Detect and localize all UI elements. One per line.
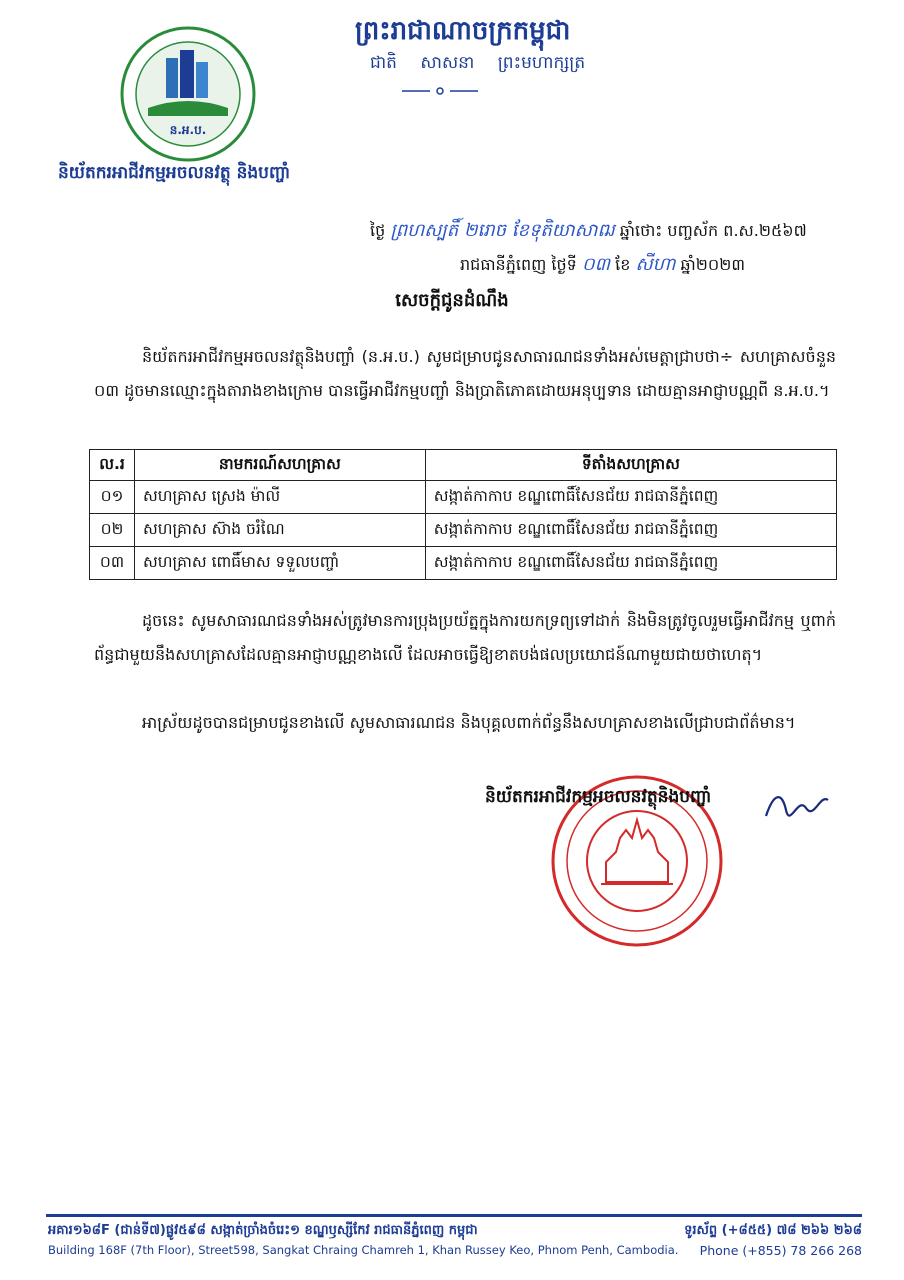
handwritten-day: ០៣ [581, 254, 611, 275]
closing-paragraph: អាស្រ័យដូចបានជម្រាបជូនខាងលើ សូមសាធារណជន និងបុគ្គលពាក់ព័ន្ធនឹងសហគ្រាសខាងលើជ្រាបជាព័ត៌មាន។ [142, 713, 796, 732]
signature-mark [762, 786, 832, 826]
table-row: ០៣ សហគ្រាស ពោធិ៍មាស ទទួលបញ្ចាំ សង្កាត់កាកាប ខណ្ឌពោធិ៍សែនជ័យ រាជធានីភ្នំពេញ [90, 547, 837, 580]
lunar-date: ថ្ងៃ ព្រហស្បតិ៍ ២រោច ខែទុតិយាសាឍ ឆ្នាំថោះ បញ្ចស័ក ព.ស.២៥៦៧ [370, 220, 807, 241]
col-header-number: ល.រ [90, 450, 135, 481]
gregorian-date: រាជធានីភ្នំពេញ ថ្ងៃទី ០៣ ខែ សីហា ឆ្នាំ២០២៣ [460, 254, 745, 275]
enterprise-table [89, 449, 837, 580]
signatory-org: និយ័តករអាជីវកម្មអចលនវត្ថុនិងបញ្ចាំ [485, 787, 712, 807]
footer-address-km: អគារ១៦៨F (ជាន់ទី៧)ផ្លូវ៥៩៨ សង្កាត់ច្រាំងចំរេះ១ ខណ្ឌឫស្សីកែវ រាជធានីភ្នំពេញ កម្ពុជា [48, 1223, 478, 1238]
kingdom-heading: ព្រះរាជាណាចក្រកម្ពុជា [355, 16, 571, 46]
warning-paragraph: ដូចនេះ សូមសាធារណជនទាំងអស់ត្រូវមានការប្រុងប្រយ័ត្នក្នុងការយកទ្រព្យទៅដាក់ និងមិនត្រូវចូលរួមធ្វើអាជីវកម្ម ឬពាក់ព័ន្ធជាមួយនឹងសហគ្រាសដែលគ្មានអាជ្ញាបណ្ណខាងលើ ដែលអាចធ្វើឱ្យខាតបង់ផលប្រយោជន៍ណាមួយជាយថាហេតុ។ [94, 611, 836, 664]
organization-name: និយ័តករអាជីវកម្មអចលនវត្ថុ និងបញ្ចាំ [58, 163, 291, 183]
footer-phone-en: Phone (+855) 78 266 268 [699, 1243, 862, 1258]
table-row: ០២ សហគ្រាស ស៊ាង ចរំណៃ សង្កាត់កាកាប ខណ្ឌពោធិ៍សែនជ័យ រាជធានីភ្នំពេញ [90, 514, 837, 547]
handwritten-month: សីហា [635, 254, 676, 275]
col-header-name: នាមករណ៍សហគ្រាស [135, 450, 426, 481]
footer-divider [46, 1214, 862, 1217]
notice-title: សេចក្ដីជូនដំណឹង [395, 290, 509, 311]
national-motto: ជាតិ សាសនា ព្រះមហាក្សត្រ [370, 53, 586, 73]
table-row: ០១ សហគ្រាស ស្រេង ម៉ាលី សង្កាត់កាកាប ខណ្ឌពោធិ៍សែនជ័យ រាជធានីភ្នំពេញ [90, 481, 837, 514]
footer-address-en: Building 168F (7th Floor), Street598, Sangkat Chraing Chamreh 1, Khan Russey Keo, Phnom Penh, Cambodia. [48, 1243, 679, 1257]
handwritten-lunar-date: ព្រហស្បតិ៍ ២រោច ខែទុតិយាសាឍ [390, 220, 615, 241]
ornament-divider [400, 86, 480, 96]
table-header-row [90, 450, 837, 481]
regulator-logo [118, 24, 258, 164]
col-header-location: ទីតាំងសហគ្រាស [425, 450, 836, 481]
logo-abbr: ន.អ.ប. [169, 123, 207, 137]
footer-phone-km: ទូរស័ព្ទ (+៨៥៥) ៧៨ ២៦៦ ២៦៨ [684, 1223, 862, 1238]
intro-paragraph: និយ័តករអាជីវកម្មអចលនវត្ថុនិងបញ្ចាំ (ន.អ.ប.) សូមជម្រាបជូនសាធារណជនទាំងអស់មេត្តាជ្រាបថា÷ សហគ្រាសចំនួន ០៣ ដូចមានឈ្មោះក្នុងតារាងខាងក្រោម បានធ្វើអាជីវកម្មបញ្ចាំ និងប្រាតិភោគដោយអនុប្បទាន ដោយគ្មានអាជ្ញាបណ្ណពី ន.អ.ប.។ [94, 347, 836, 400]
